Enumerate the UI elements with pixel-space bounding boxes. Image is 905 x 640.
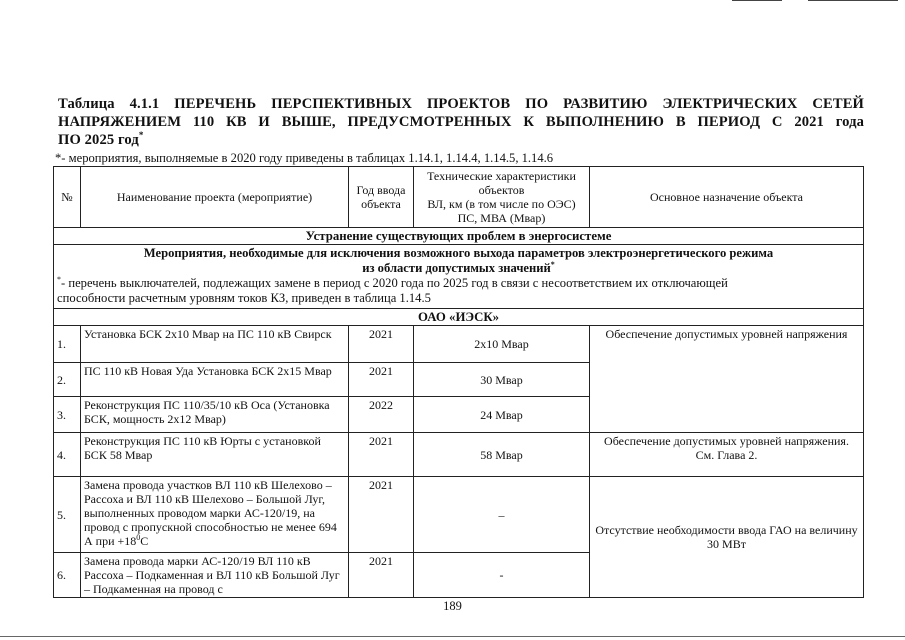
- measures-note-mark: *: [57, 274, 61, 284]
- row-tech: 58 Мвар: [414, 433, 590, 477]
- measures-footnote-mark: *: [550, 259, 555, 269]
- row-name: Установка БСК 2х10 Мвар на ПС 110 кВ Свирск: [81, 326, 349, 363]
- row-year: 2021: [349, 477, 414, 553]
- bottom-edge-line: [0, 636, 905, 637]
- row-year: 2021: [349, 553, 414, 598]
- section-title: Устранение существующих проблем в энергосистеме: [54, 228, 864, 245]
- header-year: Год ввода объекта: [349, 167, 414, 228]
- top-edge-line: [732, 0, 782, 1]
- measures-cell: [54, 245, 864, 309]
- measures-note-1: - перечень выключателей, подлежащих замене в период с 2020 года по 2025 год в связи с несоответствием их отключающей: [61, 276, 728, 290]
- row-name: ПС 110 кВ Новая Уда Установка БСК 2х15 Мвар: [81, 363, 349, 397]
- row-num: 1.: [54, 326, 81, 363]
- header-tech: [414, 167, 590, 228]
- row-tech: –: [414, 477, 590, 553]
- header-name: Наименование проекта (мероприятие): [81, 167, 349, 228]
- temp-unit: С: [140, 534, 149, 548]
- row-name: Реконструкция ПС 110 кВ Юрты с установкой БСК 58 Мвар: [81, 433, 349, 477]
- purpose-cell-4: [590, 433, 864, 477]
- row-num: 6.: [54, 553, 81, 598]
- company-name: ОАО «ИЭСК»: [54, 309, 864, 326]
- page-number: 189: [443, 599, 462, 613]
- measures-title-1: Мероприятия, необходимые для исключения возможного выхода параметров электроэнергетического режима: [143, 246, 774, 260]
- row-name: Реконструкция ПС 110/35/10 кВ Оса (Установка БСК, мощность 2х12 Мвар): [81, 397, 349, 433]
- header-purpose: Основное назначение объекта: [590, 167, 864, 228]
- header-tech-2: ВЛ, км (в том числе по ОЭС): [427, 197, 576, 211]
- row-year: 2021: [349, 433, 414, 477]
- row-name-text: Замена провода участков ВЛ 110 кВ Шелехово – Рассоха и ВЛ 110 кВ Шелехово – Большой Луг, выполненных проводом марки АС-120/19, на провод с пропускной способностью не менее 694 А при +18: [84, 478, 337, 548]
- purpose-4b: См. Глава 2.: [695, 448, 758, 462]
- title-footnote-mark: *: [138, 130, 144, 141]
- title-line-2: НАПРЯЖЕНИЕМ 110 КВ И ВЫШЕ, ПРЕДУСМОТРЕННЫХ К ВЫПОЛНЕНИЮ В ПЕРИОД С 2021 года: [58, 114, 864, 130]
- row-num: 2.: [54, 363, 81, 397]
- section-row: [54, 228, 864, 245]
- title-line-1: Таблица 4.1.1 ПЕРЕЧЕНЬ ПЕРСПЕКТИВНЫХ ПРОЕКТОВ ПО РАЗВИТИЮ ЭЛЕКТРИЧЕСКИХ СЕТЕЙ: [58, 96, 864, 112]
- purpose-4a: Обеспечение допустимых уровней напряжения.: [604, 434, 849, 448]
- purpose-cell-1: Обеспечение допустимых уровней напряжения: [590, 326, 864, 433]
- projects-table: [53, 166, 864, 598]
- row-year: 2021: [349, 326, 414, 363]
- header-row: [54, 167, 864, 228]
- measures-title-2: из области допустимых значений: [362, 261, 551, 275]
- row-num: 3.: [54, 397, 81, 433]
- title-line-3: ПО 2025 год: [58, 132, 139, 148]
- table-title: [58, 95, 864, 149]
- row-num: 5.: [54, 477, 81, 553]
- row-year: 2022: [349, 397, 414, 433]
- header-num: №: [54, 167, 81, 228]
- degree-mark: 0: [136, 533, 141, 542]
- table-row: [54, 433, 864, 477]
- table-row: [54, 477, 864, 553]
- row-name: [81, 477, 349, 553]
- row-tech: 2х10 Мвар: [414, 326, 590, 363]
- footnote-2020: *- мероприятия, выполняемые в 2020 году приведены в таблицах 1.14.1, 1.14.4, 1.14.5, 1.14.6: [55, 151, 554, 165]
- company-row: [54, 309, 864, 326]
- header-tech-3: ПС, МВА (Мвар): [457, 211, 546, 225]
- header-tech-1: Технические характеристики объектов: [427, 169, 576, 197]
- measures-row: [54, 245, 864, 309]
- row-year: 2021: [349, 363, 414, 397]
- row-num: 4.: [54, 433, 81, 477]
- row-name: Замена провода марки АС-120/19 ВЛ 110 кВ Рассоха – Подкаменная и ВЛ 110 кВ Большой Луг – Подкаменная на провод с: [81, 553, 349, 598]
- table-row: [54, 326, 864, 363]
- row-tech: 30 Мвар: [414, 363, 590, 397]
- measures-note-2: способности расчетным уровням токов КЗ, приведен в таблица 1.14.5: [57, 291, 431, 305]
- top-edge-line-right: [808, 0, 898, 1]
- purpose-cell-5: Отсутствие необходимости ввода ГАО на величину 30 МВт: [590, 477, 864, 598]
- row-tech: 24 Мвар: [414, 397, 590, 433]
- row-tech: -: [414, 553, 590, 598]
